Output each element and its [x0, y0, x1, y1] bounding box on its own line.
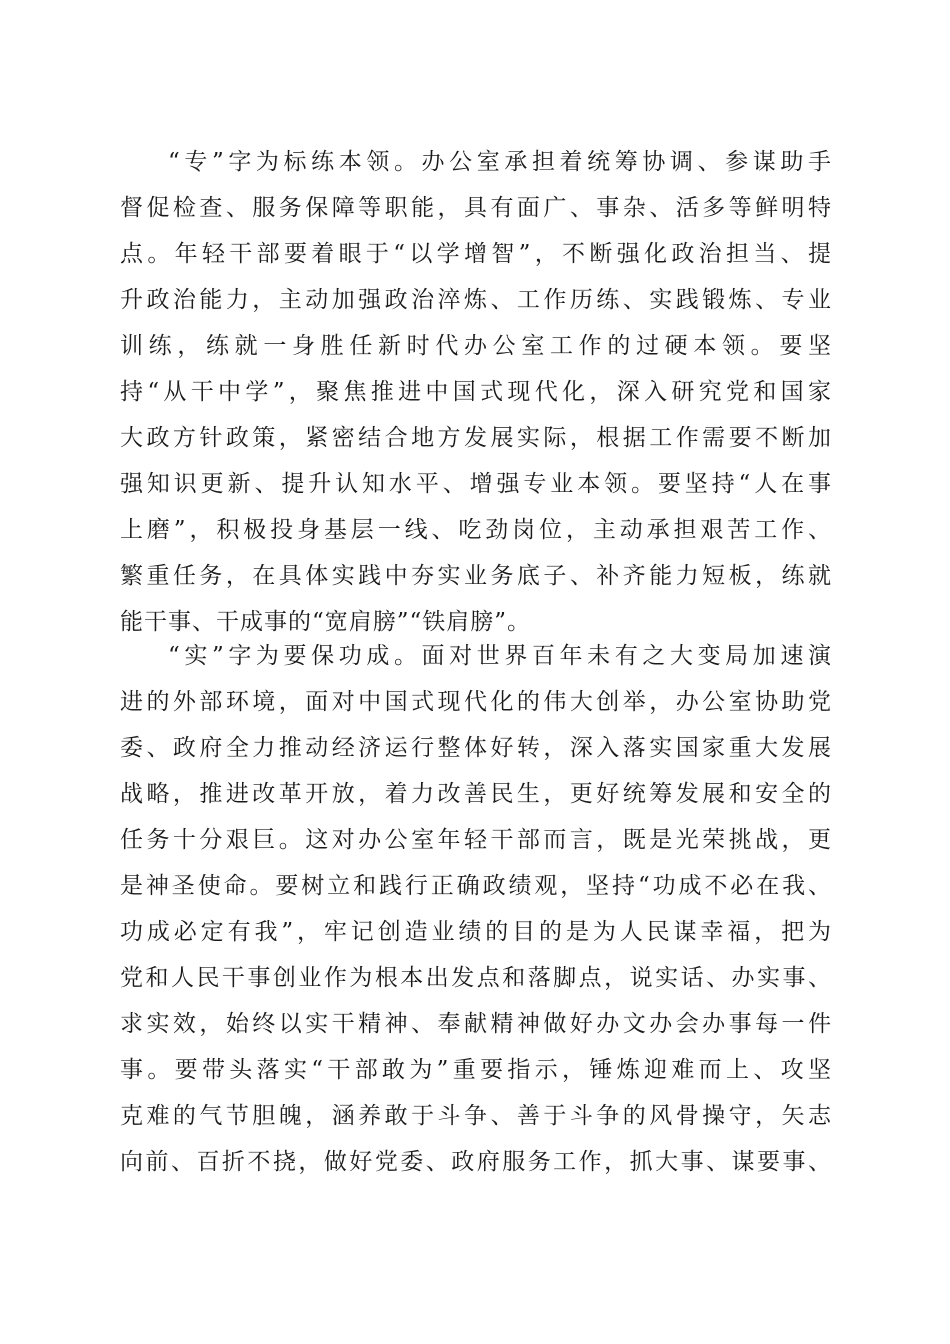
- text-line: 能干事、干成事的“宽肩膀”“铁肩膀”。: [120, 609, 532, 635]
- text-line: 繁重任务，在具体实践中夯实业务底子、补齐能力短板，练就: [120, 563, 832, 589]
- text-line: 是神圣使命。要树立和践行正确政绩观，坚持“功成不必在我、: [120, 873, 832, 899]
- paragraph-zhuan: [120, 139, 832, 645]
- text-line: 持“从干中学”，聚焦推进中国式现代化，深入研究党和国家: [120, 379, 832, 405]
- text-line: 大政方针政策，紧密结合地方发展实际，根据工作需要不断加: [120, 425, 832, 451]
- text-line: 求实效，始终以实干精神、奉献精神做好办文办会办事每一件: [120, 1011, 832, 1037]
- text-line: 克难的气节胆魄，涵养敢于斗争、善于斗争的风骨操守，矢志: [120, 1103, 832, 1129]
- text-line: 功成必定有我”，牢记创造业绩的目的是为人民谋幸福，把为: [120, 919, 832, 945]
- text-line: 任务十分艰巨。这对办公室年轻干部而言，既是光荣挑战，更: [120, 827, 832, 853]
- paragraph-shi: [120, 633, 832, 1185]
- text-line: 委、政府全力推动经济运行整体好转，深入落实国家重大发展: [120, 735, 832, 761]
- text-line: 战略，推进改革开放，着力改善民生，更好统筹发展和安全的: [120, 781, 832, 807]
- text-line: “实”字为要保功成。面对世界百年未有之大变局加速演: [168, 643, 832, 669]
- text-line: 事。要带头落实“干部敢为”重要指示，锤炼迎难而上、攻坚: [120, 1057, 832, 1083]
- text-line: 点。年轻干部要着眼于“以学增智”，不断强化政治担当、提: [120, 241, 832, 267]
- text-line: “专”字为标练本领。办公室承担着统筹协调、参谋助手: [168, 149, 832, 175]
- text-line: 向前、百折不挠，做好党委、政府服务工作，抓大事、谋要事、: [120, 1149, 832, 1175]
- text-line: 升政治能力，主动加强政治淬炼、工作历练、实践锻炼、专业: [120, 287, 832, 313]
- text-line: 党和人民干事创业作为根本出发点和落脚点，说实话、办实事、: [120, 965, 832, 991]
- text-line: 上磨”，积极投身基层一线、吃劲岗位，主动承担艰苦工作、: [120, 517, 832, 543]
- text-line: 训练，练就一身胜任新时代办公室工作的过硬本领。要坚: [120, 333, 832, 359]
- text-line: 强知识更新、提升认知水平、增强专业本领。要坚持“人在事: [120, 471, 832, 497]
- text-line: 督促检查、服务保障等职能，具有面广、事杂、活多等鲜明特: [120, 195, 832, 221]
- text-line: 进的外部环境，面对中国式现代化的伟大创举，办公室协助党: [120, 689, 832, 715]
